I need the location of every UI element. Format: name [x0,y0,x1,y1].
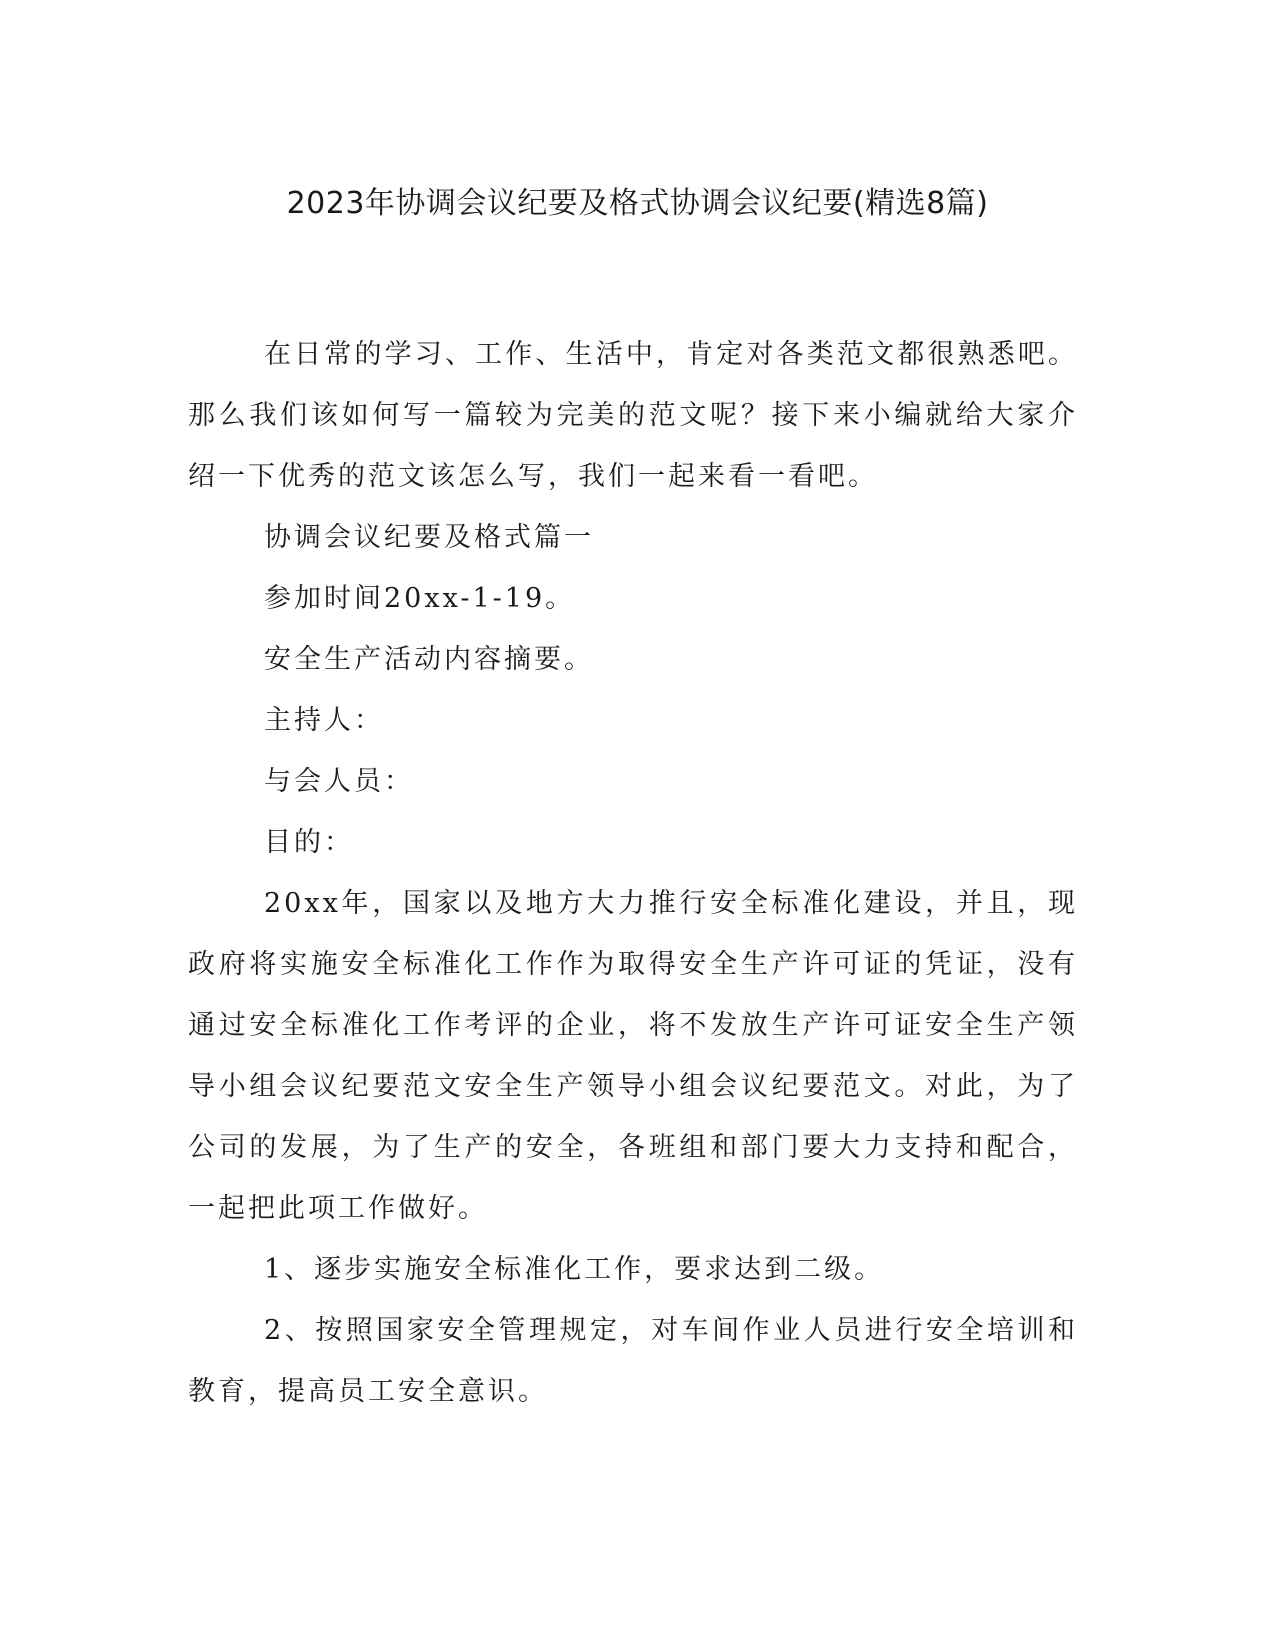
purpose-paragraph: 20xx年，国家以及地方大力推行安全标准化建设，并且，现政府将实施安全标准化工作作为取得安全生产许可证的凭证，没有通过安全标准化工作考评的企业，将不发放生产许可证安全生产领导小组会议纪要范文安全生产领导小组会议纪要范文。对此，为了公司的发展，为了生产的安全，各班组和部门要大力支持和配合，一起把此项工作做好。 [188,888,1078,1224]
attendees-label: 与会人员： [264,766,414,797]
document-title: 2023年协调会议纪要及格式协调会议纪要(精选8篇) [286,186,989,221]
purpose-label: 目的： [264,827,354,858]
document-body [188,324,1078,1422]
list-item: 1、逐步实施安全标准化工作，要求达到二级。 [264,1254,885,1285]
section-heading: 协调会议纪要及格式篇一 [264,522,594,553]
host-label: 主持人： [264,705,384,736]
intro-paragraph: 在日常的学习、工作、生活中，肯定对各类范文都很熟悉吧。那么我们该如何写一篇较为完美的范文呢？接下来小编就给大家介绍一下优秀的范文该怎么写，我们一起来看一看吧。 [188,339,1078,492]
list-item: 2、按照国家安全管理规定，对车间作业人员进行安全培训和教育，提高员工安全意识。 [188,1315,1078,1407]
meeting-time: 参加时间20xx-1-19。 [264,583,576,614]
content-summary: 安全生产活动内容摘要。 [264,644,594,675]
